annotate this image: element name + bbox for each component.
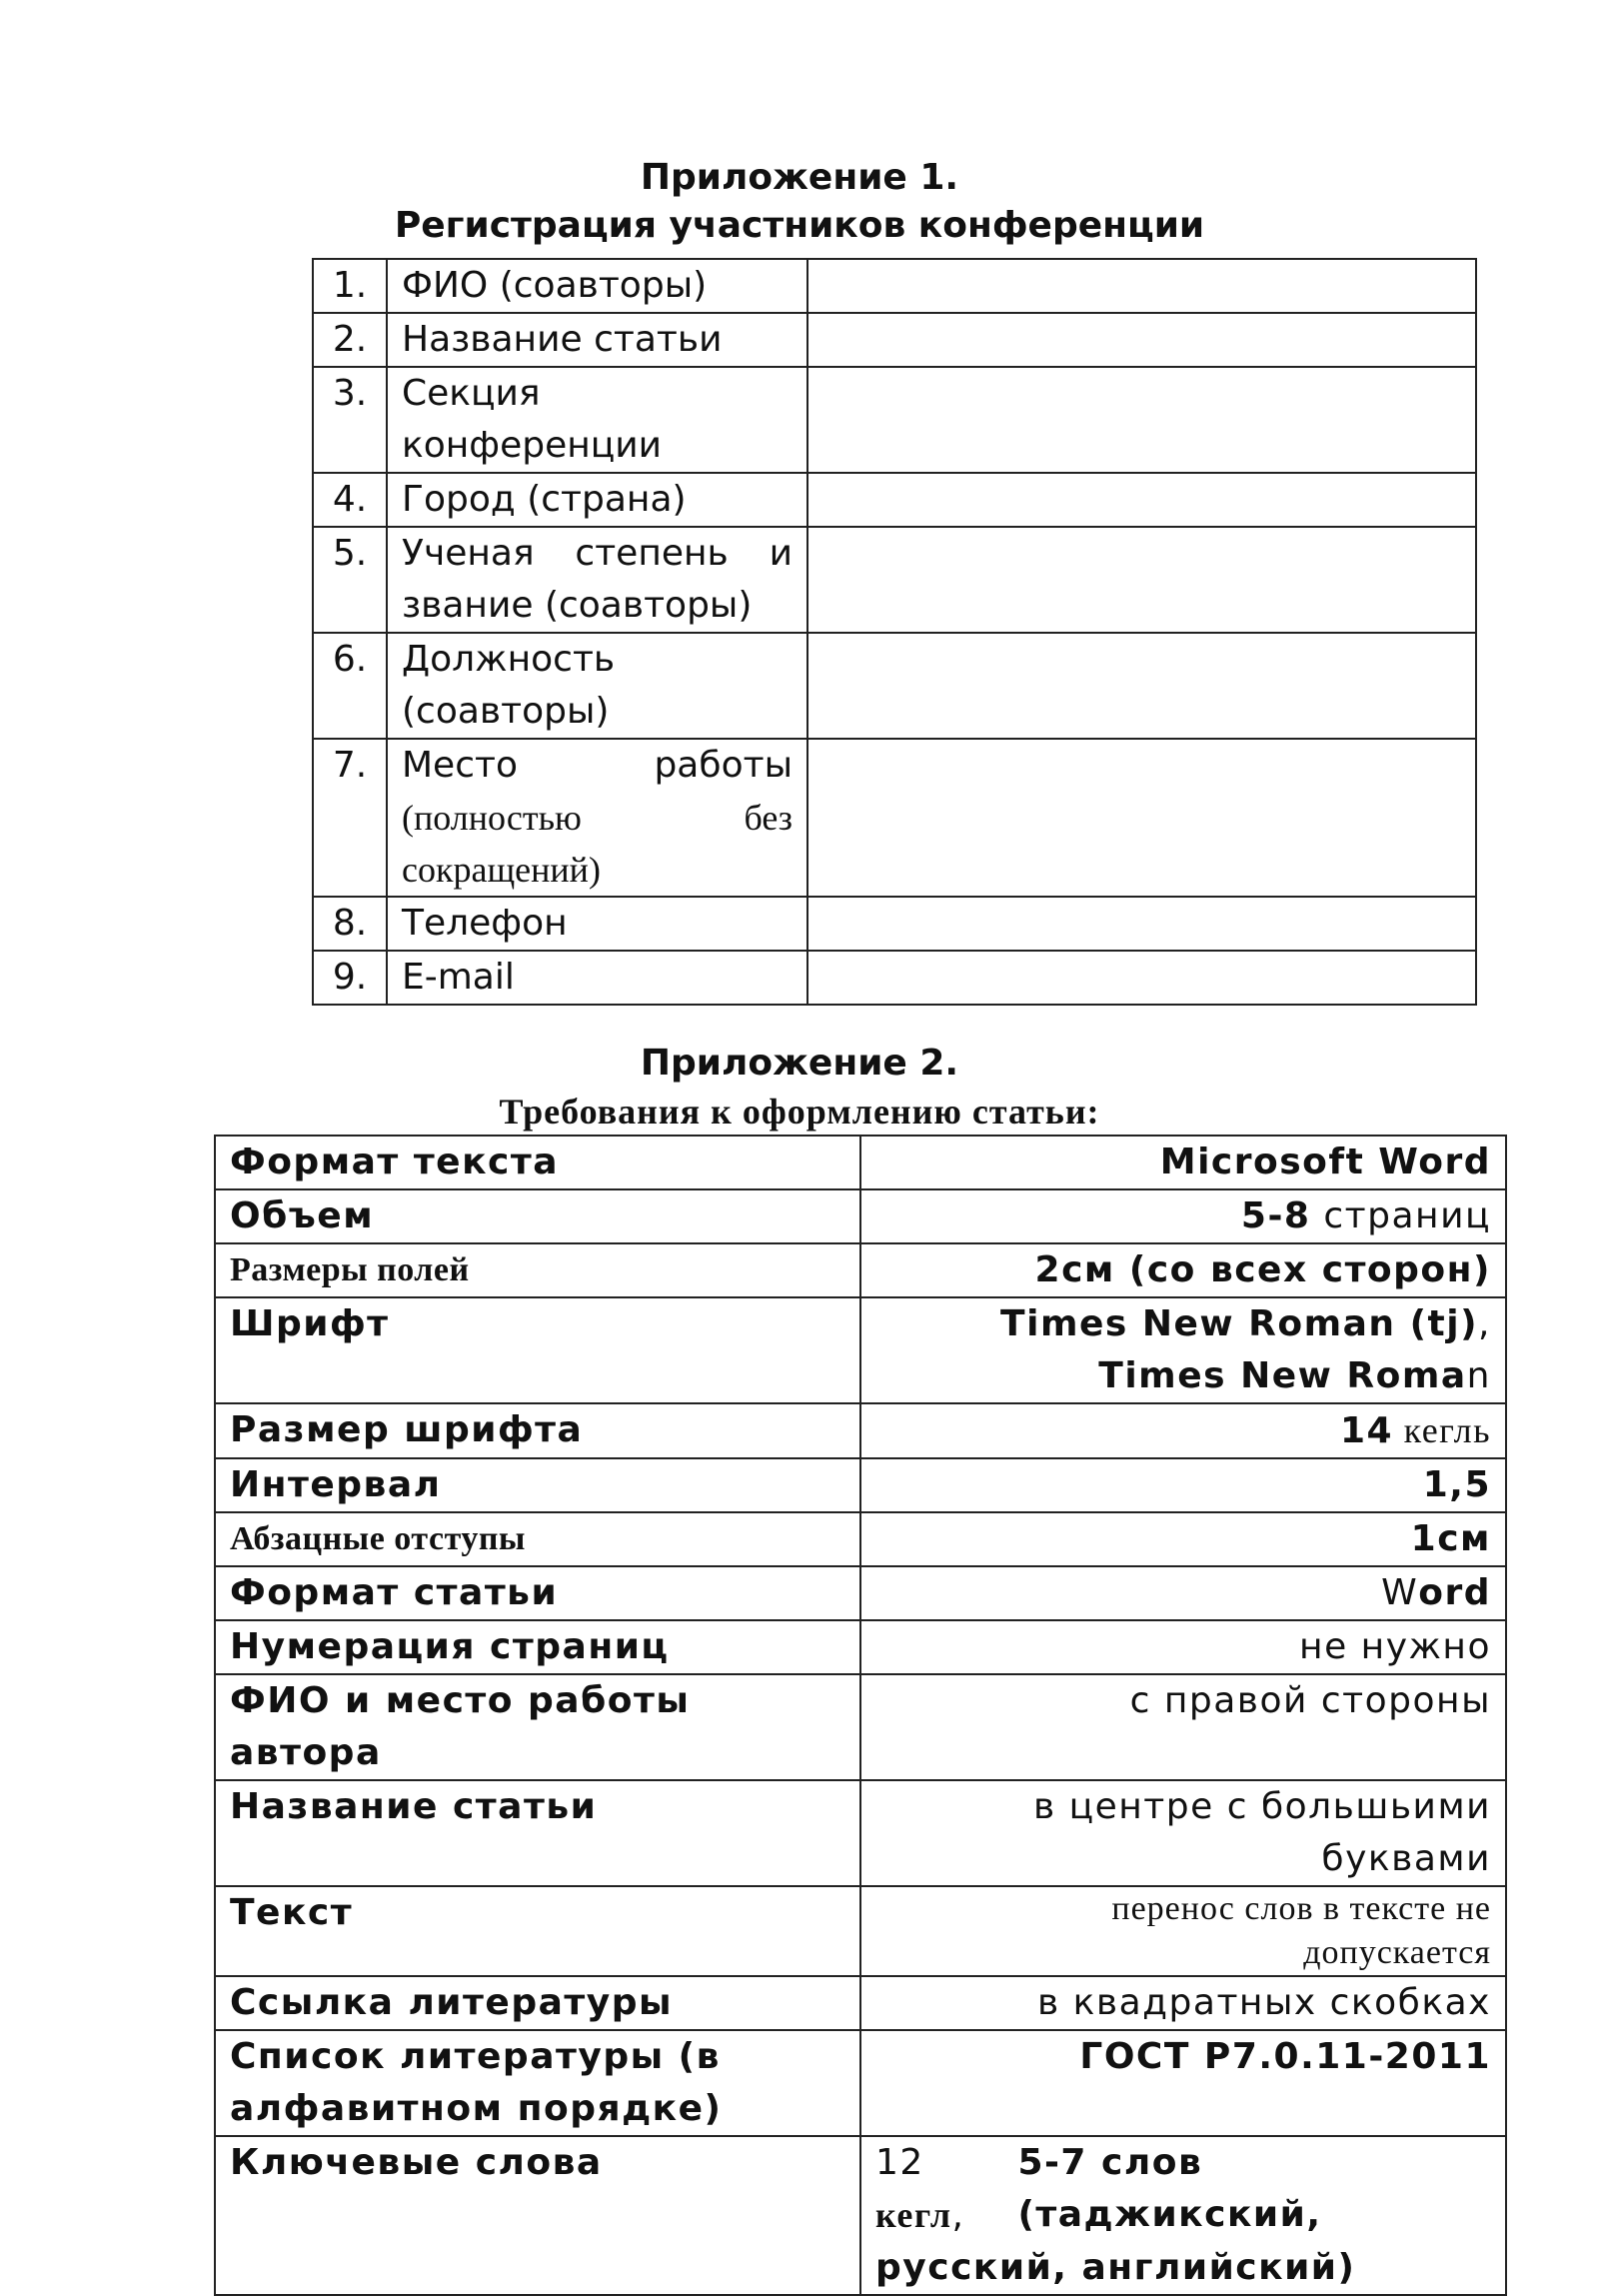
requirement-value: в центре с большьими буквами xyxy=(860,1780,1506,1886)
requirement-name: Название статьи xyxy=(215,1780,860,1886)
requirement-value xyxy=(860,2136,1506,2295)
field-label xyxy=(387,367,807,473)
requirement-value: Microsoft Word xyxy=(860,1136,1506,1189)
word: без xyxy=(744,798,793,838)
field-label-line xyxy=(402,528,793,580)
requirement-value xyxy=(860,1403,1506,1458)
word: работы xyxy=(654,745,793,786)
appendix-2-heading: Приложение 2. xyxy=(640,1043,959,1084)
table-row xyxy=(313,633,1476,739)
field-label: Название статьи xyxy=(387,313,807,367)
field-label: Город (страна) xyxy=(387,473,807,527)
word: (полностью xyxy=(402,798,582,838)
field-label-line: Секция xyxy=(402,373,541,414)
table-row xyxy=(313,473,1476,527)
value-part: кегль xyxy=(1393,1410,1491,1450)
field-label xyxy=(387,633,807,739)
word: Место xyxy=(402,745,518,786)
field-value[interactable] xyxy=(807,473,1476,527)
value-part: 14 xyxy=(1339,1410,1394,1451)
requirement-name: ФИО и место работы автора xyxy=(215,1674,860,1780)
table-row xyxy=(215,2030,1506,2136)
row-number: 7. xyxy=(313,739,387,897)
table-row xyxy=(215,1976,1506,2030)
table-row xyxy=(215,1403,1506,1458)
value-part: Times New Roma xyxy=(1098,1355,1467,1396)
table-row xyxy=(215,1243,1506,1297)
requirement-name: Объем xyxy=(215,1189,860,1243)
appendix-1-title: Регистрация участников конференции xyxy=(394,205,1205,246)
table-row xyxy=(313,367,1476,473)
row-number: 3. xyxy=(313,367,387,473)
requirement-value: 1см xyxy=(860,1512,1506,1566)
value-part: n xyxy=(1466,1355,1491,1396)
value-part: , xyxy=(1478,1303,1491,1344)
requirement-value xyxy=(860,1566,1506,1620)
requirement-name: Ссылка литературы xyxy=(215,1976,860,2030)
requirement-value: ГОСТ Р7.0.11-2011 xyxy=(860,2030,1506,2136)
value-line: русский, английский) xyxy=(875,2247,1356,2288)
requirement-name: Шрифт xyxy=(215,1297,860,1403)
field-value[interactable] xyxy=(807,313,1476,367)
requirement-name: Формат текста xyxy=(215,1136,860,1189)
requirement-name: Размеры полей xyxy=(215,1243,860,1297)
value-part: , xyxy=(951,2195,965,2236)
row-number: 6. xyxy=(313,633,387,739)
requirement-value xyxy=(860,1189,1506,1243)
field-value[interactable] xyxy=(807,897,1476,951)
table-row xyxy=(313,897,1476,951)
table-row xyxy=(313,527,1476,633)
field-value[interactable] xyxy=(807,739,1476,897)
table-row xyxy=(313,313,1476,367)
requirement-name: Нумерация страниц xyxy=(215,1620,860,1674)
requirement-name: Интервал xyxy=(215,1458,860,1512)
table-row xyxy=(215,1780,1506,1886)
field-value[interactable] xyxy=(807,951,1476,1005)
value-part: ord xyxy=(1418,1572,1491,1613)
table-row xyxy=(313,951,1476,1005)
requirement-name: Ключевые слова xyxy=(215,2136,860,2295)
table-row xyxy=(215,1566,1506,1620)
table-row xyxy=(215,1674,1506,1780)
appendix-1-heading: Приложение 1. xyxy=(640,157,959,198)
field-value[interactable] xyxy=(807,633,1476,739)
requirements-table xyxy=(214,1135,1507,2296)
requirement-value: 1,5 xyxy=(860,1458,1506,1512)
requirement-value: в квадратных скобках xyxy=(860,1976,1506,2030)
table-row xyxy=(215,1886,1506,1976)
field-value[interactable] xyxy=(807,367,1476,473)
field-value[interactable] xyxy=(807,259,1476,313)
requirement-value xyxy=(860,1886,1506,1976)
field-label-line: (соавторы) xyxy=(402,691,610,732)
requirement-name: Абзацные отступы xyxy=(215,1512,860,1566)
field-label: E-mail xyxy=(387,951,807,1005)
table-row xyxy=(215,1458,1506,1512)
value-line: допускается xyxy=(1303,1934,1491,1971)
requirement-value: не нужно xyxy=(860,1620,1506,1674)
table-row xyxy=(215,1136,1506,1189)
field-label-line: сокращений) xyxy=(402,850,601,890)
appendix-2-title: Требования к оформлению статьи: xyxy=(499,1092,1100,1132)
table-row xyxy=(215,1189,1506,1243)
field-label-line xyxy=(402,740,793,792)
field-label xyxy=(387,527,807,633)
value-part xyxy=(875,2137,1017,2242)
value-line xyxy=(875,2137,1491,2242)
value-line xyxy=(875,1298,1491,1350)
value-part: Times New Roman (tj) xyxy=(1000,1303,1479,1344)
word: степень xyxy=(575,533,729,574)
table-row xyxy=(215,1512,1506,1566)
requirement-name: Размер шрифта xyxy=(215,1403,860,1458)
row-number: 8. xyxy=(313,897,387,951)
requirement-value: 2см (со всех сторон) xyxy=(860,1243,1506,1297)
requirement-name: Формат статьи xyxy=(215,1566,860,1620)
name-line: Список литературы (в xyxy=(230,2036,721,2077)
requirement-value xyxy=(860,1297,1506,1403)
table-row xyxy=(215,1297,1506,1403)
row-number: 1. xyxy=(313,259,387,313)
name-line: алфавитном порядке) xyxy=(230,2088,723,2129)
value-part: страниц xyxy=(1310,1195,1491,1236)
row-number: 4. xyxy=(313,473,387,527)
value-line: перенос слов в тексте не xyxy=(1111,1890,1491,1927)
row-number: 2. xyxy=(313,313,387,367)
field-label-line: Должность xyxy=(402,639,616,680)
value-part: кегл xyxy=(875,2195,952,2235)
word: Ученая xyxy=(402,533,535,574)
field-label xyxy=(387,739,807,897)
field-label: ФИО (соавторы) xyxy=(387,259,807,313)
value-line xyxy=(875,1350,1491,1402)
table-row xyxy=(313,739,1476,897)
row-number: 9. xyxy=(313,951,387,1005)
row-number: 5. xyxy=(313,527,387,633)
registration-table xyxy=(312,258,1477,1006)
field-label-line xyxy=(402,792,793,844)
table-row xyxy=(313,259,1476,313)
requirement-name: Текст xyxy=(215,1886,860,1976)
value-part: 12 xyxy=(875,2142,924,2183)
field-label-line: звание (соавторы) xyxy=(402,585,753,626)
requirement-value: с правой стороны xyxy=(860,1674,1506,1780)
field-label-line: конференции xyxy=(402,425,663,466)
value-part: 5-8 xyxy=(1240,1195,1311,1236)
requirement-name xyxy=(215,2030,860,2136)
word: и xyxy=(769,533,793,574)
table-row xyxy=(215,1620,1506,1674)
field-value[interactable] xyxy=(807,527,1476,633)
value-part: W xyxy=(1381,1572,1419,1613)
value-part: 5-7 слов (таджикский, xyxy=(1017,2142,1322,2235)
field-label: Телефон xyxy=(387,897,807,951)
table-row xyxy=(215,2136,1506,2295)
